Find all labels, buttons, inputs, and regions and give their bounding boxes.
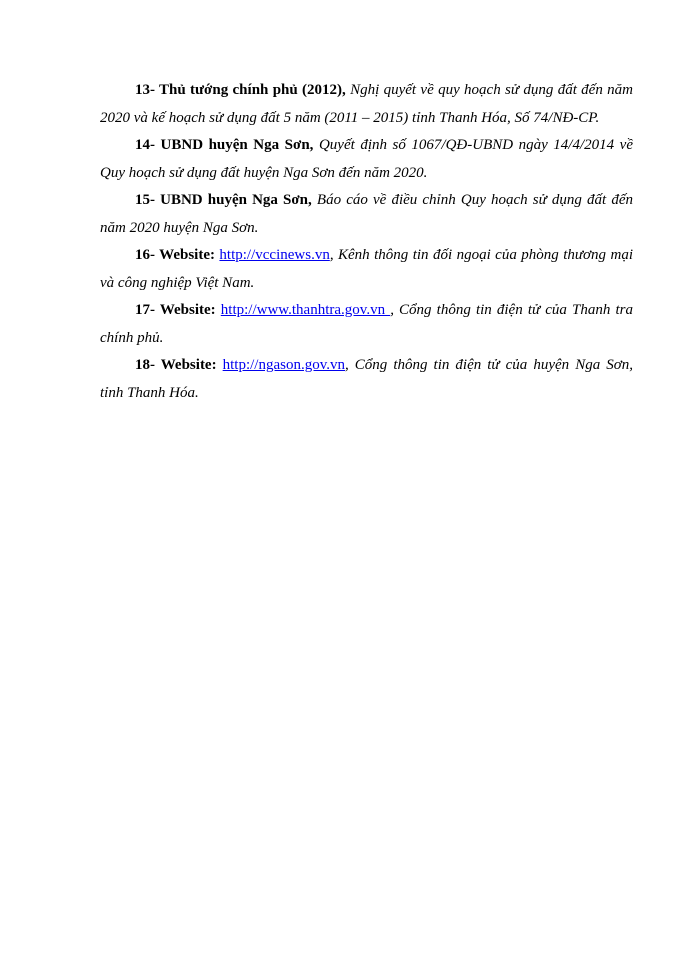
reference-title: , Kênh thông tin đối ngoại của phòng thương mại và công nghiệp Việt Nam. <box>100 247 633 291</box>
reference-label: 17- Website: <box>135 302 216 318</box>
reference-item-15 <box>100 187 633 242</box>
reference-author: 15- UBND huyện Nga Sơn, <box>135 192 312 208</box>
reference-item-16 <box>100 242 633 297</box>
reference-author: 13- Thủ tướng chính phủ (2012), <box>135 82 346 98</box>
reference-list <box>100 77 633 407</box>
reference-item-18 <box>100 352 633 407</box>
reference-label: 18- Website: <box>135 357 217 373</box>
reference-author: 14- UBND huyện Nga Sơn, <box>135 137 314 153</box>
reference-link[interactable]: http://www.thanhtra.gov.vn <box>220 302 391 318</box>
reference-title: , Cổng thông tin điện tử của Thanh tra chính phủ. <box>100 302 633 346</box>
reference-title: Báo cáo về điều chỉnh Quy hoạch sử dụng đất đến năm 2020 huyện Nga Sơn. <box>100 192 634 236</box>
reference-title: Nghị quyết về quy hoạch sử dụng đất đến năm 2020 và kế hoạch sử dụng đất 5 năm (2011 – 2015) tỉnh Thanh Hóa, Số 74/NĐ-CP. <box>100 82 633 126</box>
reference-title: , Cổng thông tin điện tử của huyện Nga Sơn, tỉnh Thanh Hóa. <box>100 357 633 401</box>
reference-label: 16- Website: <box>135 247 215 263</box>
reference-link[interactable]: http://ngason.gov.vn <box>222 357 345 373</box>
reference-item-17 <box>100 297 633 352</box>
reference-item-14 <box>100 132 633 187</box>
reference-title: Quyết định số 1067/QĐ-UBND ngày 14/4/2014 về Quy hoạch sử dụng đất huyện Nga Sơn đến năm 2020. <box>100 137 633 181</box>
reference-link[interactable]: http://vccinews.vn <box>219 247 330 263</box>
reference-item-13 <box>100 77 633 132</box>
